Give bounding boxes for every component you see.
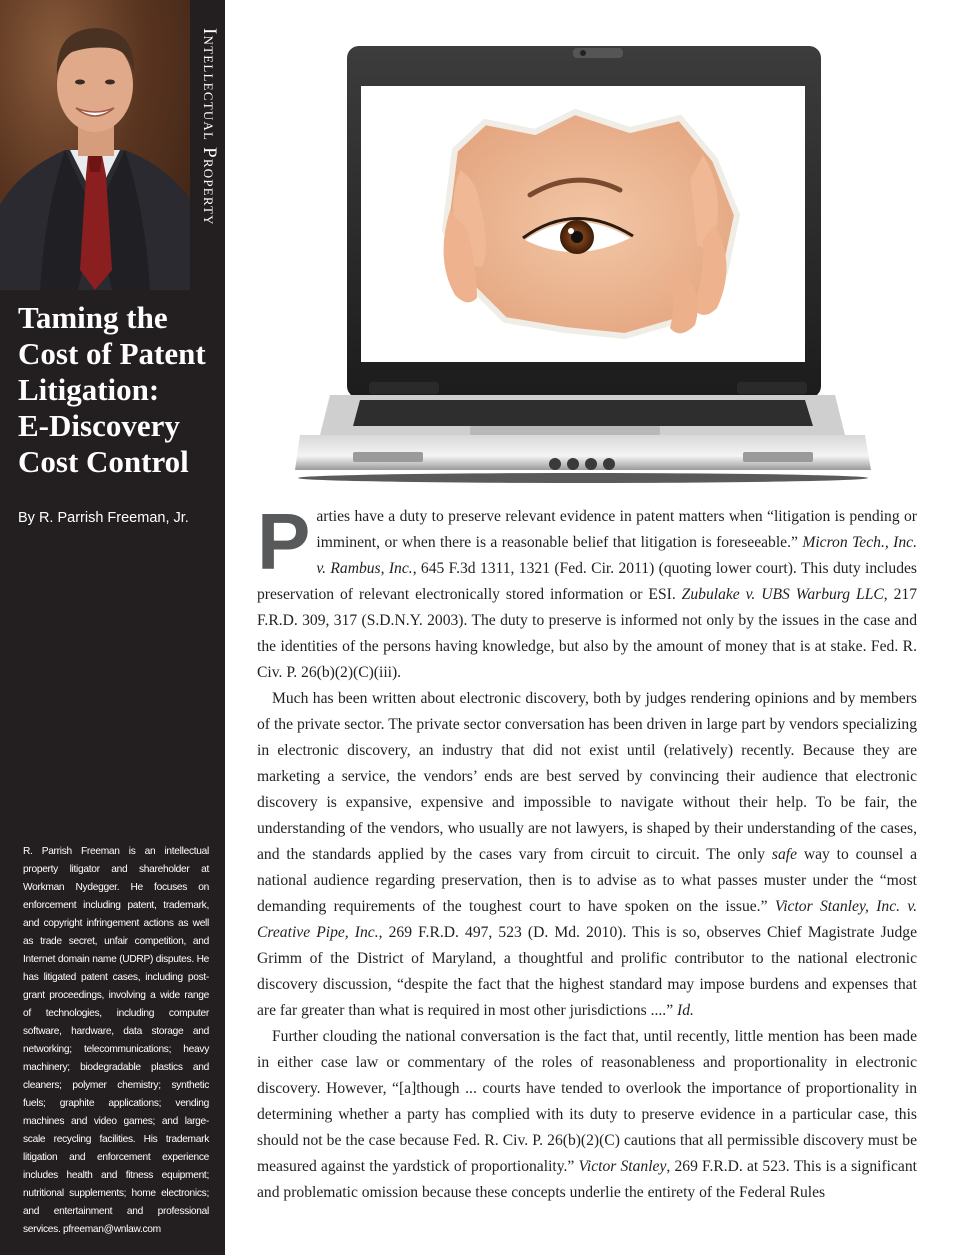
laptop-image <box>285 40 880 485</box>
article-body <box>257 497 918 1206</box>
case-citation: Micron Tech., Inc. v. Rambus, Inc. <box>316 534 917 577</box>
author-photo <box>0 0 190 290</box>
text-run: , 269 F.R.D. at 523. This is a significant and problematic omission because these concepts underlie the entirety of the Federal Rules <box>257 1158 917 1201</box>
byline: By R. Parrish Freeman, Jr. <box>18 510 189 526</box>
paragraph <box>257 497 917 686</box>
sidebar <box>0 0 225 1255</box>
case-citation: Id. <box>677 1002 694 1019</box>
drop-cap: P <box>257 497 311 586</box>
author-bio: R. Parrish Freeman is an intellectual property litigator and shareholder at Workman Nydegger. He focuses on enforcement including patent, trademark, and copyright infringement actions as well as trade secret, unfair competition, and Internet domain name (UDRP) disputes. He has litigated patent cases, including post-grant proceedings, involving a wide range of technologies, including computer software, hardware, data storage and networking; telecommunications; heavy machinery; biodegradable plastics and cleaners; polymer chemistry; synthetic fuels; graphite applications; vending machines and video games; and large-scale recycling facilities. His trademark litigation and enforcement experience includes health and fitness equipment; nutritional supplements; home electronics; and entertainment and professional services. pfreeman@wnlaw.com <box>23 846 209 1235</box>
section-label: Intellectual Property <box>199 28 220 226</box>
paragraph <box>257 686 917 1024</box>
title-line: E-Discovery <box>18 408 180 443</box>
article-title <box>18 300 218 480</box>
title-line: Cost Control <box>18 444 189 479</box>
text-run: Further clouding the national conversation is the fact that, until recently, little mention has been made in either case law or commentary of the roles of reasonableness and proportionality in electronic discovery. However, “[a]though ... courts have tended to overlook the importance of proportionality in determining whether a party has complied with its duty to preserve evidence in a particular case, this should not be the case because Fed. R. Civ. P. 26(b)(2)(C) cautions that all permissible discovery must be measured against the yardstick of proportionality.” <box>257 1028 917 1175</box>
title-line: Litigation: <box>18 372 160 407</box>
case-citation: Victor Stanley <box>578 1158 667 1175</box>
emphasis: safe <box>771 846 798 863</box>
text-run: way to counsel a national audience regarding preservation, then is to advise as to what passes muster under the “most demanding requirements of the toughest court to have spoken on the issue.” <box>257 846 917 915</box>
author-portrait-illustration <box>0 0 190 290</box>
case-citation: Victor Stanley, Inc. v. Creative Pipe, Inc. <box>257 898 918 941</box>
text-run: arties have a duty to preserve relevant evidence in patent matters when “litigation is pending or imminent, or when there is a reasonable belief that litigation is foreseeable.” <box>316 508 917 551</box>
text-run: Much has been written about electronic discovery, both by judges rendering opinions and by members of the private sector. The private sector conversation has been driven in large part by vendors specializing in electronic discovery, an industry that did not exist until (relatively) recently. Because they are marketing a service, the vendors’ ends are best served by convincing their audience that electronic discovery is expansive, expensive and impossible to navigate without their help. To be fair, the understanding of the vendors, who usually are not lawyers, is shaped by their understanding of the cases, and the standards applied by the cases vary from circuit to circuit. The only <box>257 690 917 863</box>
title-line: Cost of Patent <box>18 336 206 371</box>
text-run: , 269 F.R.D. 497, 523 (D. Md. 2010). This is so, observes Chief Magistrate Judge Grimm of the District of Maryland, a thoughtful and prolific contributor to the national electronic discovery discussion, “despite the fact that the highest standard may impose burdens and expenses that are far greater than what is required in most other jurisdictions ....” <box>257 924 917 1019</box>
text-run: , 645 F.3d 1311, 1321 (Fed. Cir. 2011) (quoting lower court). This duty includes preservation of relevant electronically stored information or ESI. <box>257 560 917 603</box>
case-citation: Zubulake v. UBS Warburg LLC <box>681 586 884 603</box>
section-label-vertical <box>190 0 225 290</box>
text-run: , 217 F.R.D. 309, 317 (S.D.N.Y. 2003). The duty to preserve is informed not only by the issues in the case and the identities of the persons having knowledge, but also by the amount of money that is at stake. Fed. R. Civ. P. 26(b)(2)(C)(iii). <box>257 586 917 681</box>
title-line: Taming the <box>18 300 168 335</box>
paragraph <box>257 1024 917 1206</box>
laptop-illustration <box>285 40 880 485</box>
